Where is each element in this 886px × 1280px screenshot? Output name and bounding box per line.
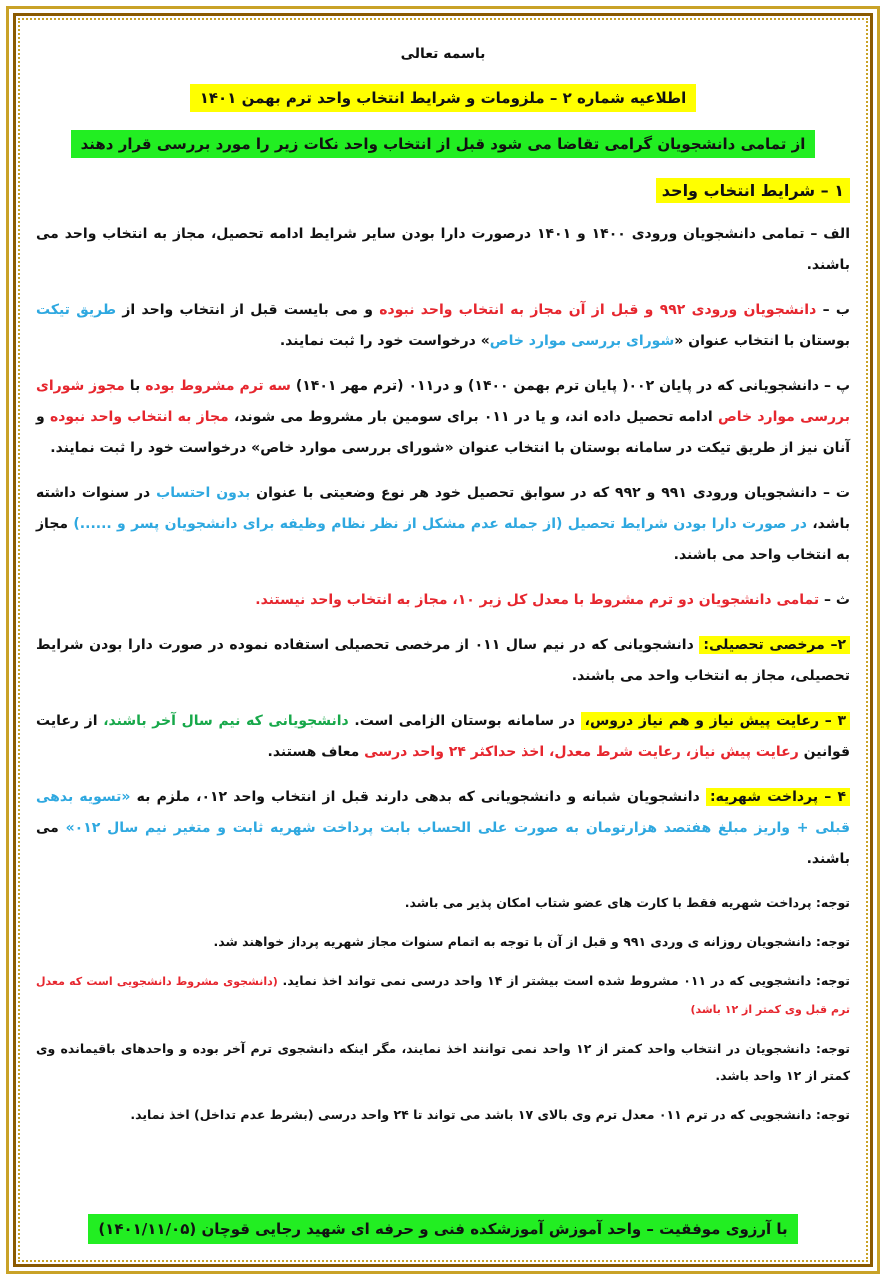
pe-text-red-1: سه ترم مشروط بوده bbox=[145, 378, 291, 394]
section3-text-red: رعایت پیش نیاز، رعایت شرط معدل، اخذ حداکثر ۲۴ واحد درسی bbox=[364, 744, 799, 760]
te-text-5: مجاز به انتخاب واحد می باشند. bbox=[36, 516, 850, 563]
section3-text-5: معاف هستند. bbox=[267, 744, 365, 760]
be-text-3: و می بایست قبل از انتخاب واحد از bbox=[116, 302, 380, 318]
note-label: توجه: bbox=[815, 973, 850, 988]
footer-signature: با آرزوی موفقیت – واحد آموزش آموزشکده فنی و حرفه ای شهید رجایی قوچان (۱۴۰۱/۱۱/۰۵) bbox=[88, 1214, 797, 1244]
pe-text-7: و آنان نیز از طریق تیکت در سامانه بوستان با انتخاب عنوان «شورای بررسی موارد خاص» درخواست خود را ثبت نمایند. bbox=[36, 409, 850, 456]
section4-text-blue: «تسویه بدهی قبلی + واریز مبلغ هفتصد هزارتومان به صورت علی الحساب بابت پرداخت شهریه ثابت و متغیر نیم سال ۰۱۲» bbox=[36, 789, 850, 836]
section1-item-be bbox=[36, 295, 850, 357]
note-text: پرداخت شهریه فقط با کارت های عضو شتاب امکان پذیر می باشد. bbox=[404, 895, 816, 910]
note-red-text: (دانشجوی مشروط دانشجویی است که معدل ترم قبل وی کمتر از ۱۲ باشد) bbox=[36, 975, 850, 1016]
be-text-blue-ticket: طریق تیکت bbox=[36, 302, 117, 318]
se-text-red: تمامی دانشجویان دو ترم مشروط با معدل کل زیر ۱۰، مجاز به انتخاب واحد نیستند. bbox=[255, 592, 820, 608]
section1-item-pe bbox=[36, 371, 850, 464]
pe-text-5: ادامه تحصیل داده اند، و یا در ۰۱۱ برای سومین بار مشروط می شوند، bbox=[228, 409, 718, 425]
note-label: توجه: bbox=[815, 1107, 850, 1122]
pe-text-red-3: مجاز به انتخاب واحد نبوده bbox=[49, 409, 229, 425]
note-label: توجه: bbox=[815, 934, 850, 949]
section3-text-1: در سامانه بوستان الزامی است. bbox=[348, 713, 581, 729]
note-label: توجه: bbox=[815, 1041, 850, 1056]
section1-item-te bbox=[36, 478, 850, 571]
section4-text-1: دانشجویان شبانه و دانشجویانی که بدهی دارند قبل از انتخاب واحد ۰۱۲، ملزم به bbox=[130, 789, 706, 805]
te-text-3: در سنوات داشته باشد، bbox=[36, 485, 851, 532]
note-text: دانشجویی که در ترم ۰۱۱ معدل ترم وی بالای ۱۷ باشد می تواند تا ۲۴ واحد درسی (بشرط عدم تداخل) اخذ نماید. bbox=[130, 1107, 816, 1122]
be-text-1: ب – bbox=[816, 302, 850, 318]
pe-text-red-2: مجوز شورای بررسی موارد خاص bbox=[36, 378, 851, 425]
note-item bbox=[36, 967, 850, 1023]
section2-text: دانشجویانی که در نیم سال ۰۱۱ از مرخصی تحصیلی استفاده نموده در صورت دارا بودن شرایط تحصیلی، مجاز به انتخاب واحد می باشند. bbox=[36, 637, 850, 684]
note-label: توجه: bbox=[815, 895, 850, 910]
be-text-red: دانشجویان ورودی ۹۹۲ و قبل از آن مجاز به انتخاب واحد نبوده bbox=[379, 302, 817, 318]
te-text-blue-1: بدون احتساب bbox=[156, 485, 251, 501]
note-item bbox=[36, 1101, 850, 1128]
note-item bbox=[36, 889, 850, 916]
footer bbox=[36, 1214, 850, 1244]
announcement-subtitle: از تمامی دانشجویان گرامی تقاضا می شود قبل از انتخاب واحد نکات زیر را مورد بررسی قرار دهند bbox=[71, 130, 816, 158]
section1-heading: ۱ – شرایط انتخاب واحد bbox=[656, 178, 850, 203]
announcement-title: اطلاعیه شماره ۲ – ملزومات و شرایط انتخاب واحد ترم بهمن ۱۴۰۱ bbox=[190, 84, 696, 112]
be-text-7: » درخواست خود را ثبت نمایند. bbox=[279, 333, 490, 349]
note-text: دانشجویی که در ۰۱۱ مشروط شده است بیشتر از ۱۴ واحد درسی نمی تواند اخذ نماید. bbox=[277, 973, 816, 988]
section1-item-se bbox=[36, 585, 850, 616]
section2-paragraph bbox=[36, 630, 850, 692]
section4-heading: ۴ – پرداخت شهریه: bbox=[706, 788, 850, 806]
be-text-blue-council: شورای بررسی موارد خاص bbox=[489, 333, 675, 349]
section1-item-alef bbox=[36, 219, 850, 281]
be-text-5: بوستان با انتخاب عنوان « bbox=[674, 333, 850, 349]
notes-list bbox=[36, 889, 850, 1128]
alef-text: الف – تمامی دانشجویان ورودی ۱۴۰۰ و ۱۴۰۱ درصورت دارا بودن سایر شرایط ادامه تحصیل، مجاز به انتخاب واحد می باشند. bbox=[36, 226, 850, 273]
pe-text-3: با bbox=[124, 378, 146, 394]
note-text: دانشجویان در انتخاب واحد کمتر از ۱۲ واحد نمی توانند اخذ نمایند، مگر اینکه دانشجوی ترم آخر بوده و واحدهای باقیمانده وی کمتر از ۱۲ واحد باشد. bbox=[36, 1041, 850, 1083]
basmala-heading: باسمه تعالی bbox=[400, 46, 486, 62]
te-text-blue-2: در صورت دارا بودن شرایط تحصیل (از جمله عدم مشکل از نظر نظام وظیفه برای دانشجویان پسر و ......) bbox=[73, 516, 807, 532]
te-text-1: ت – دانشجویان ورودی ۹۹۱ و ۹۹۲ که در سوابق تحصیل خود هر نوع وضعیتی با عنوان bbox=[250, 485, 850, 501]
section3-text-green: دانشجویانی که نیم سال آخر باشند، bbox=[103, 713, 349, 729]
pe-text-1: پ – دانشجویانی که در پایان ۰۰۲( پایان ترم بهمن ۱۴۰۰) و در۰۱۱ (ترم مهر ۱۴۰۱) bbox=[290, 378, 851, 394]
se-text-1: ث – bbox=[819, 592, 850, 608]
section3-paragraph bbox=[36, 706, 850, 768]
section3-text-3: از رعایت قوانین bbox=[36, 713, 850, 760]
section4-paragraph bbox=[36, 782, 850, 875]
note-item bbox=[36, 928, 850, 955]
document-content bbox=[36, 40, 850, 1250]
section3-heading: ۳ – رعایت پیش نیاز و هم نیاز دروس، bbox=[581, 712, 850, 730]
note-item bbox=[36, 1035, 850, 1089]
section2-heading: ۲– مرخصی تحصیلی: bbox=[699, 636, 850, 654]
section4-text-3: می باشند. bbox=[36, 820, 850, 867]
note-text: دانشجویان روزانه ی وردی ۹۹۱ و قبل از آن با توجه به اتمام سنوات مجاز شهریه پرداز خواهند شد. bbox=[213, 934, 816, 949]
